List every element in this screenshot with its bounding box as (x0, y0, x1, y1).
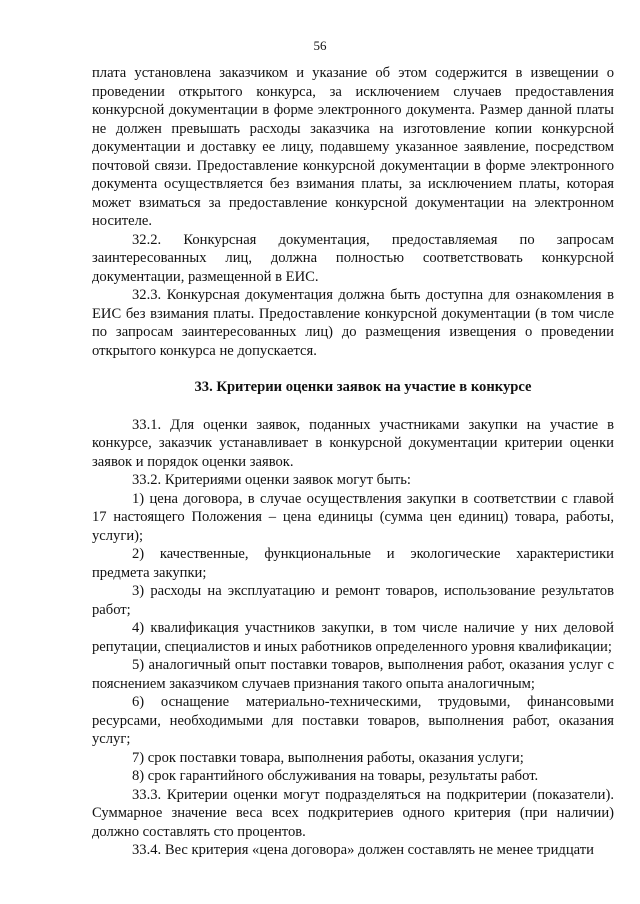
paragraph: 32.3. Конкурсная документация должна быть доступна для ознакомления в ЕИС без взимания платы. Предоставление конкурсной документации (в том числе по запросам заинтересованных лиц) до размещения извещения о проведении открытого конкурса не допускается. (92, 287, 614, 359)
paragraph: 32.2. Конкурсная документация, предоставляемая по запросам заинтересованных лиц, должна полностью соответствовать конкурсной документации, размещенной в ЕИС. (92, 231, 614, 285)
paragraph: 33.3. Критерии оценки могут подразделяться на подкритерии (показатели). Суммарное значение веса всех подкритериев одного критерия (при наличии) должно составлять сто процентов. (92, 786, 614, 840)
paragraph: 33.1. Для оценки заявок, поданных участниками закупки на участие в конкурсе, заказчик устанавливает в конкурсной документации критерии оценки заявок и порядок оценки заявок. (92, 416, 614, 470)
paragraph: 4) квалификация участников закупки, в том числе наличие у них деловой репутации, специалистов и иных работников определенного уровня квалификации; (92, 620, 614, 655)
paragraph: 3) расходы на эксплуатацию и ремонт товаров, использование результатов работ; (92, 583, 614, 618)
paragraph: плата установлена заказчиком и указание об этом содержится в извещении о проведении открытого конкурса, за исключением случаев предоставления конкурсной документации в форме электронного документа. Размер данной платы не должен превышать расходы заказчика на изготовление копии конкурсной документации и доставку ее лицу, подавшему указанное заявление, посредством почтовой связи. Предоставление конкурсной документации в форме электронного документа осуществляется без взимания платы, за исключением платы, которая может взиматься за предоставление конкурсной документации на электронном носителе. (92, 65, 614, 229)
paragraph: 6) оснащение материально-техническими, трудовыми, финансовыми ресурсами, необходимыми для поставки товаров, выполнения работ, оказания услуг; (92, 694, 614, 747)
section-32-text (92, 64, 614, 360)
document-body (92, 64, 614, 860)
section-33-text (92, 416, 614, 860)
paragraph: 8) срок гарантийного обслуживания на товары, результаты работ. (132, 768, 539, 784)
paragraph: 33.4. Вес критерия «цена договора» должен составлять не менее тридцати (132, 842, 594, 858)
page-number: 56 (313, 38, 327, 53)
paragraph: 7) срок поставки товара, выполнения работы, оказания услуги; (132, 749, 524, 766)
section-heading: 33. Критерии оценки заявок на участие в конкурсе (194, 379, 532, 395)
paragraph: 33.2. Критериями оценки заявок могут быть: (132, 472, 411, 488)
paragraph: 1) цена договора, в случае осуществления закупки в соответствии с главой 17 настоящего Положения – цена единицы (сумма цен единиц) товара, работы, услуги); (92, 490, 614, 544)
paragraph: 5) аналогичный опыт поставки товаров, выполнения работ, оказания услуг с пояснением заказчиком случаев признания такого опыта аналогичным; (92, 657, 614, 692)
paragraph: 2) качественные, функциональные и экологические характеристики предмета закупки; (92, 546, 614, 581)
